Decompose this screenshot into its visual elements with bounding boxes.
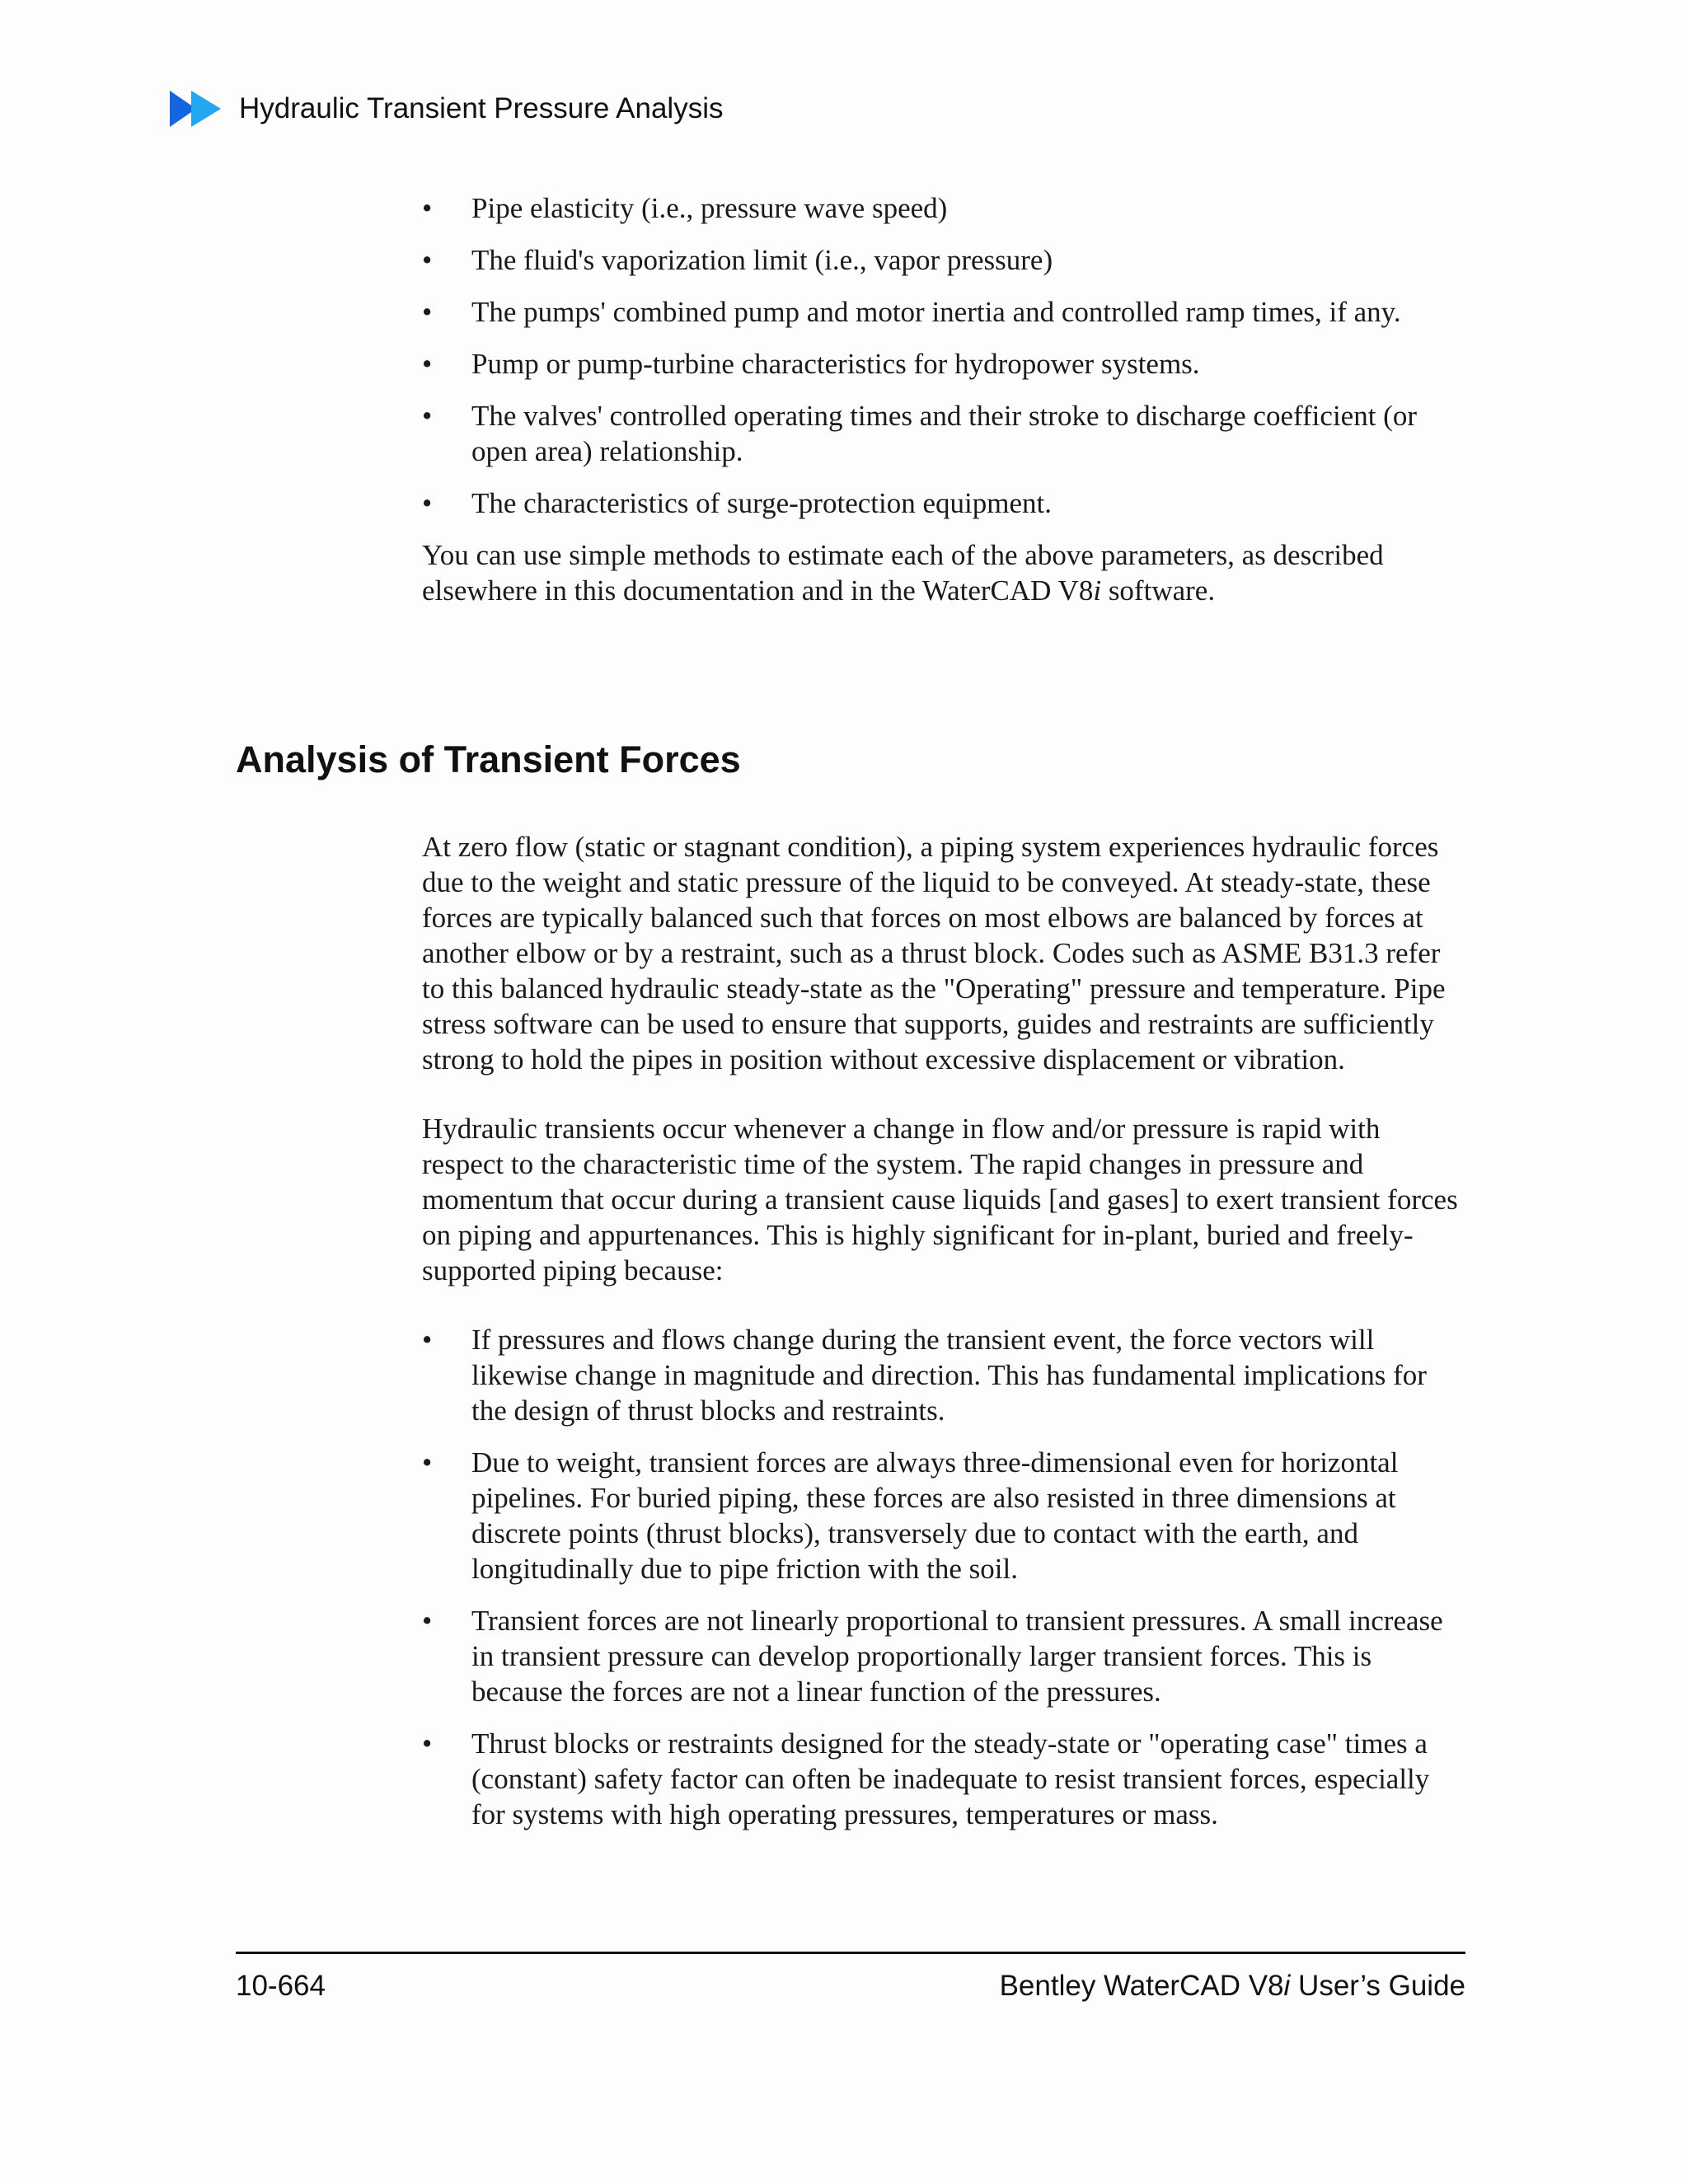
section-heading: Analysis of Transient Forces [236,738,741,780]
page-header [170,86,723,132]
section-body [422,829,1469,1849]
list-item: • The pumps' combined pump and motor inertia and controlled ramp times, if any. [422,296,1401,328]
list-item: • If pressures and flows change during the transient event, the force vectors will likewise change in magnitude and direction. This has fundamental implications for the design of thrust blocks and restraints. [422,1324,1427,1427]
body-paragraph: Hydraulic transients occur whenever a change in flow and/or pressure is rapid with respect to the characteristic time of the system. The rapid changes in pressure and momentum that occur during a transient cause liquids [and gases] to exert transient forces on piping and appurtenances. This is highly significant for in-plant, buried and freely-supported piping because: [422,1113,1458,1286]
footer-rule [236,1952,1465,1954]
list-item: • Pump or pump-turbine characteristics for hydropower systems. [422,348,1200,380]
intro-block [422,190,1469,608]
page-footer [236,1970,1465,2003]
list-item: • The fluid's vaporization limit (i.e., vapor pressure) [422,244,1053,276]
intro-bullet-list [422,190,1469,521]
list-item: • The valves' controlled operating times and their stroke to discharge coefficient (or open area) relationship. [422,400,1417,467]
list-item: • Pipe elasticity (i.e., pressure wave speed) [422,192,948,224]
header-title: Hydraulic Transient Pressure Analysis [239,92,724,124]
list-item: • Thrust blocks or restraints designed for the steady-state or "operating case" times a (constant) safety factor can often be inadequate to resist transient forces, especially for systems with high operating pressures, temperatures or mass. [422,1727,1430,1830]
list-item: • Transient forces are not linearly proportional to transient pressures. A small increase in transient pressure can develop proportionally larger transient forces. This is because the forces are not a linear function of the pressures. [422,1605,1443,1708]
list-item: • Due to weight, transient forces are always three-dimensional even for horizontal pipelines. For buried piping, these forces are also resisted in three dimensions at discrete points (thrust blocks), transversely due to contact with the earth, and longitudinally due to pipe friction with the soil. [422,1446,1399,1585]
body-paragraph: At zero flow (static or stagnant condition), a piping system experiences hydraulic forces due to the weight and static pressure of the liquid to be conveyed. At steady-state, these forces are typically balanced such that forces on most elbows are balanced by forces at another elbow or by a restraint, such as a thrust block. Codes such as ASME B31.3 refer to this balanced hydraulic steady-state as the "Operating" pressure and temperature. Pipe stress software can be used to ensure that supports, guides and restraints are sufficiently strong to hold the pipes in position without excessive displacement or vibration. [422,831,1446,1076]
intro-paragraph: You can use simple methods to estimate each of the above parameters, as described elsewhere in this documentation and in the WaterCAD V8i software. [422,539,1384,607]
force-bullet-list [422,1322,1469,1832]
list-item: • The characteristics of surge-protection equipment. [422,487,1052,519]
double-chevron-right-icon [170,91,223,127]
page-number: 10-664 [236,1970,326,2002]
guide-title: Bentley WaterCAD V8i User’s Guide [999,1970,1465,2002]
